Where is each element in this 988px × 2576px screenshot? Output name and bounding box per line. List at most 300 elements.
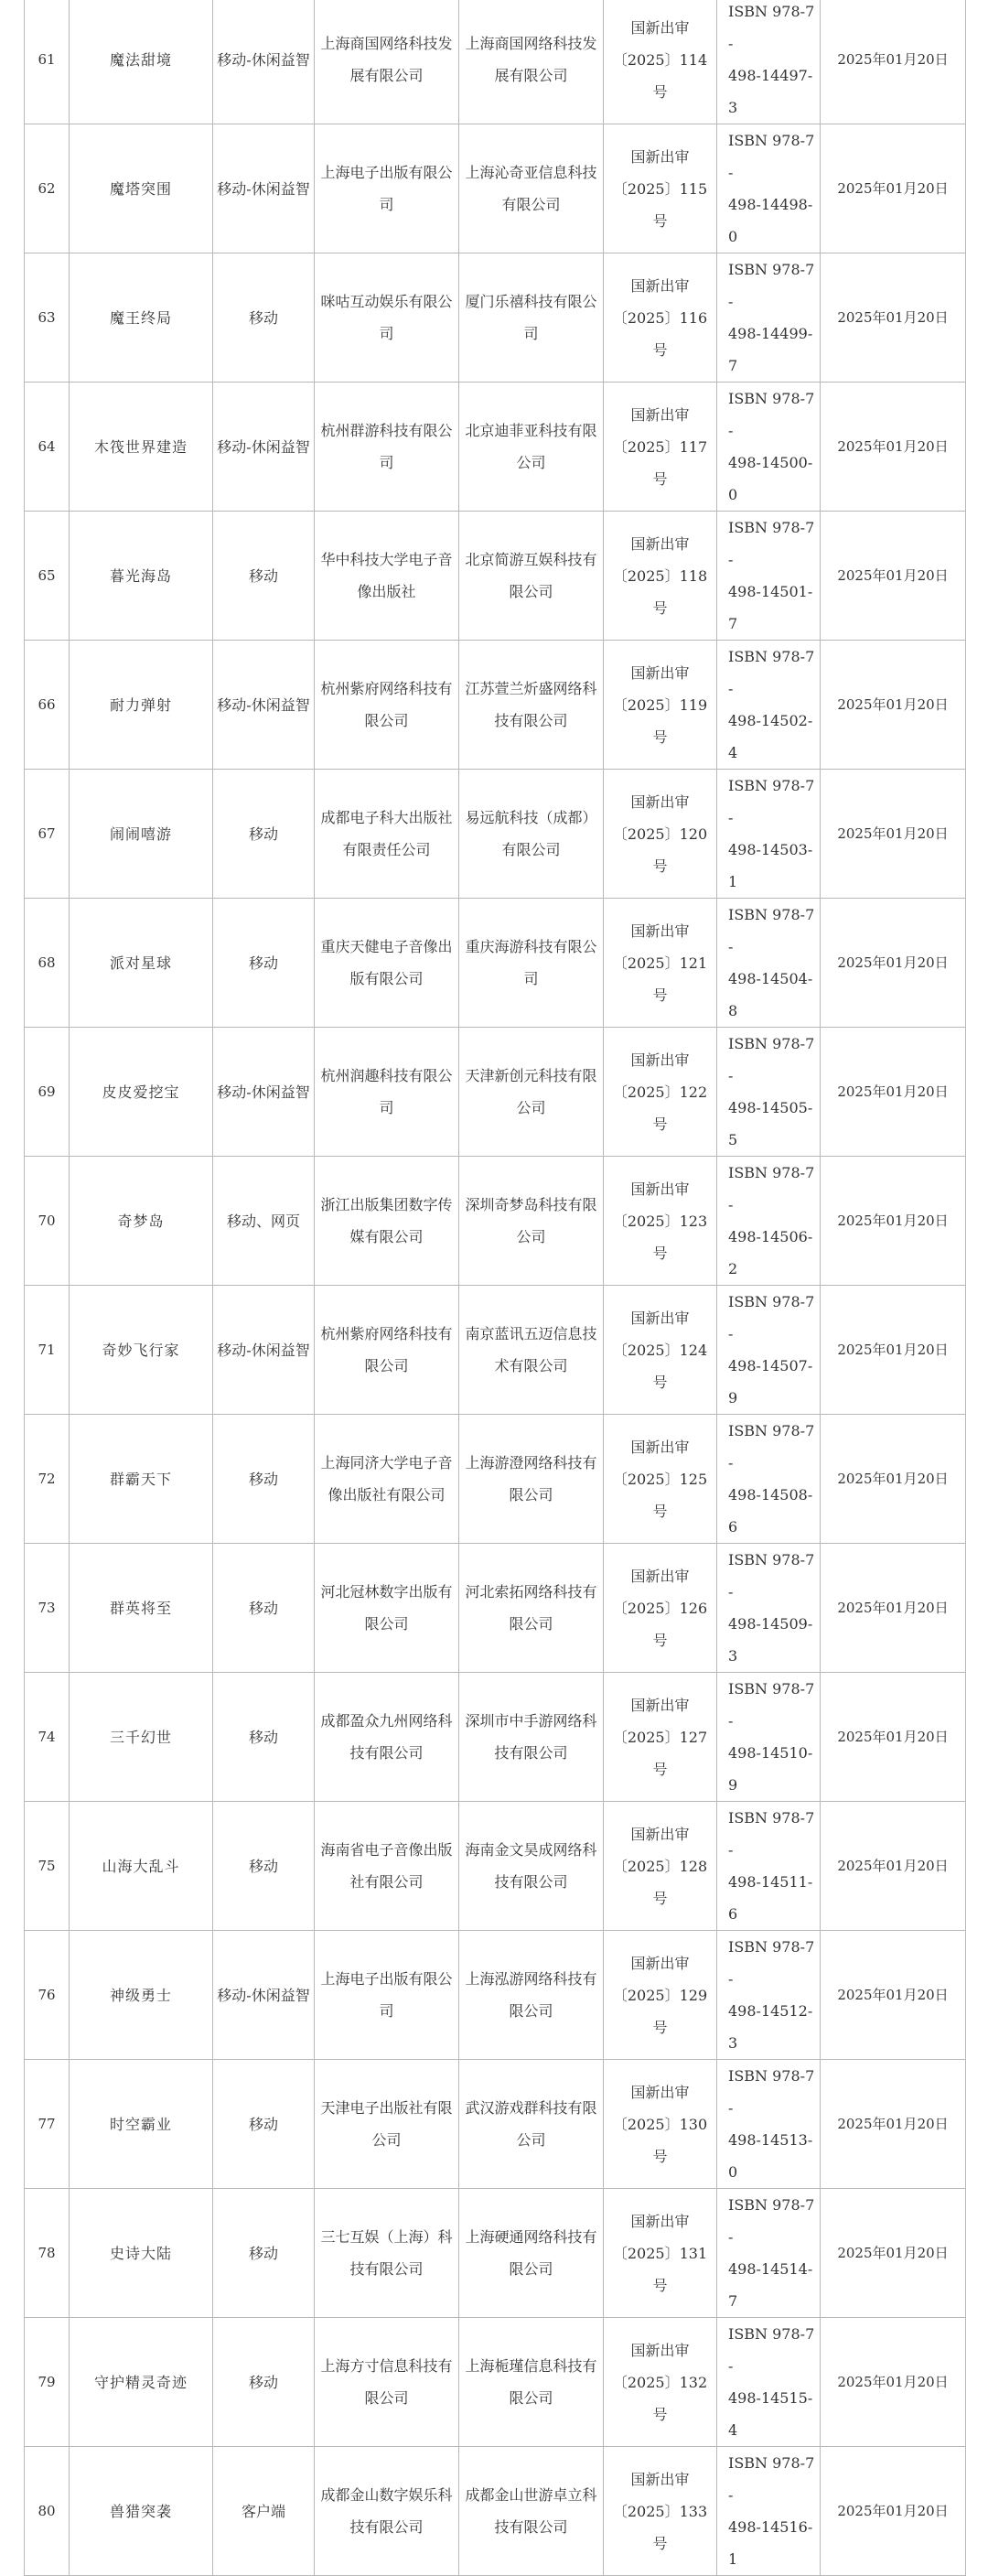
isbn-line-1: ISBN 978-7-: [728, 1293, 815, 1342]
approval-number-line-2: 〔2025〕120号: [612, 825, 708, 875]
game-name-cell: [70, 383, 213, 512]
approval-number-cell: [604, 899, 717, 1028]
table-row: [25, 253, 966, 383]
publisher-text: 杭州紫府网络科技有限公司: [320, 1325, 453, 1374]
platform-text: 移动: [248, 1599, 278, 1617]
publisher-cell: [315, 253, 459, 383]
approval-number-cell: [604, 1157, 717, 1286]
row-number-text: 77: [38, 2115, 56, 2132]
table-row: [25, 1802, 966, 1931]
platform-text: 移动: [248, 954, 278, 972]
platform-cell: [213, 383, 315, 512]
game-name-text: 魔法甜境: [109, 50, 172, 69]
game-name-text: 派对星球: [109, 954, 172, 972]
operator-cell: [459, 899, 604, 1028]
operator-cell: [459, 1673, 604, 1802]
approval-date-text: 2025年01月20日: [837, 1728, 949, 1745]
approval-number-line-1: 国新出审: [630, 1309, 690, 1327]
operator-text: 南京蓝讯五迈信息技术有限公司: [465, 1325, 597, 1374]
approval-number-line-2: 〔2025〕132号: [612, 2373, 708, 2423]
row-number-cell: [25, 1415, 70, 1544]
operator-cell: [459, 0, 604, 124]
game-name-cell: [70, 253, 213, 383]
isbn-line-2: 498-14516-1: [728, 2518, 813, 2568]
approval-number-line-2: 〔2025〕127号: [612, 1728, 708, 1778]
game-name-text: 皮皮爱挖宝: [102, 1083, 180, 1101]
row-number-text: 62: [38, 179, 56, 197]
game-name-text: 魔王终局: [109, 308, 172, 327]
isbn-line-1: ISBN 978-7-: [728, 132, 815, 181]
publisher-text: 成都电子科大出版社有限责任公司: [320, 809, 453, 858]
isbn-line-2: 498-14502-4: [728, 712, 813, 761]
operator-text: 上海沁奇亚信息科技有限公司: [465, 164, 597, 213]
approval-date-text: 2025年01月20日: [837, 1470, 949, 1487]
row-number-cell: [25, 641, 70, 770]
approval-date-text: 2025年01月20日: [837, 308, 949, 326]
isbn-line-2: 498-14508-6: [728, 1486, 813, 1536]
approval-number-line-1: 国新出审: [630, 2083, 690, 2101]
row-number-cell: [25, 512, 70, 641]
approval-number-line-2: 〔2025〕114号: [612, 50, 708, 101]
game-name-text: 山海大乱斗: [102, 1857, 180, 1875]
row-number-cell: [25, 1286, 70, 1415]
isbn-line-1: ISBN 978-7-: [728, 2325, 815, 2375]
platform-cell: [213, 0, 315, 124]
approval-number-cell: [604, 383, 717, 512]
operator-cell: [459, 253, 604, 383]
publisher-cell: [315, 2318, 459, 2447]
table-row: [25, 1544, 966, 1673]
isbn-cell: [717, 1544, 821, 1673]
row-number-cell: [25, 253, 70, 383]
platform-text: 移动: [248, 2373, 278, 2391]
platform-cell: [213, 1028, 315, 1157]
approval-date-cell: [821, 124, 966, 253]
platform-cell: [213, 1157, 315, 1286]
publisher-cell: [315, 1673, 459, 1802]
approval-number-line-2: 〔2025〕125号: [612, 1470, 708, 1520]
approval-date-text: 2025年01月20日: [837, 695, 949, 713]
approval-date-text: 2025年01月20日: [837, 1599, 949, 1616]
publisher-cell: [315, 1415, 459, 1544]
approval-number-cell: [604, 1415, 717, 1544]
row-number-cell: [25, 2189, 70, 2318]
publisher-cell: [315, 1544, 459, 1673]
game-name-text: 奇梦岛: [117, 1212, 165, 1230]
isbn-cell: [717, 2318, 821, 2447]
operator-cell: [459, 1157, 604, 1286]
approval-number-line-1: 国新出审: [630, 147, 690, 166]
operator-text: 北京迪菲亚科技有限公司: [465, 422, 597, 471]
operator-text: 成都金山世游卓立科技有限公司: [465, 2486, 597, 2536]
row-number-cell: [25, 124, 70, 253]
isbn-line-2: 498-14507-9: [728, 1357, 813, 1407]
isbn-line-1: ISBN 978-7-: [728, 2067, 815, 2117]
publisher-text: 浙江出版集团数字传媒有限公司: [320, 1196, 453, 1245]
publisher-cell: [315, 1286, 459, 1415]
table-row: [25, 899, 966, 1028]
isbn-line-2: 498-14503-1: [728, 841, 813, 890]
publisher-text: 成都盈众九州网络科技有限公司: [320, 1712, 453, 1762]
platform-cell: [213, 2189, 315, 2318]
operator-text: 易远航科技（成都）有限公司: [465, 809, 597, 858]
game-name-text: 兽猎突袭: [109, 2502, 172, 2520]
approval-date-text: 2025年01月20日: [837, 1212, 949, 1229]
isbn-line-2: 498-14504-8: [728, 970, 813, 1019]
publisher-text: 上海电子出版有限公司: [320, 1970, 453, 2020]
game-name-text: 史诗大陆: [109, 2244, 172, 2262]
isbn-line-2: 498-14506-2: [728, 1228, 813, 1277]
game-name-text: 暮光海岛: [109, 566, 172, 585]
row-number-cell: [25, 1673, 70, 1802]
game-approval-table: [24, 0, 966, 2576]
platform-cell: [213, 770, 315, 899]
row-number-cell: [25, 2447, 70, 2576]
approval-number-line-1: 国新出审: [630, 2212, 690, 2230]
operator-cell: [459, 1802, 604, 1931]
operator-text: 武汉游戏群科技有限公司: [465, 2099, 597, 2149]
platform-text: 移动: [248, 308, 278, 327]
platform-cell: [213, 2447, 315, 2576]
game-name-text: 魔塔突围: [109, 179, 172, 198]
isbn-cell: [717, 512, 821, 641]
approval-date-cell: [821, 1802, 966, 1931]
approval-date-cell: [821, 2189, 966, 2318]
row-number-cell: [25, 2318, 70, 2447]
game-name-cell: [70, 124, 213, 253]
isbn-line-1: ISBN 978-7-: [728, 261, 815, 310]
isbn-line-1: ISBN 978-7-: [728, 777, 815, 826]
approval-number-cell: [604, 512, 717, 641]
approval-number-line-1: 国新出审: [630, 405, 690, 424]
approval-number-line-1: 国新出审: [630, 663, 690, 682]
game-name-cell: [70, 1544, 213, 1673]
row-number-cell: [25, 770, 70, 899]
isbn-line-2: 498-14499-7: [728, 325, 813, 374]
row-number-cell: [25, 1157, 70, 1286]
approval-date-text: 2025年01月20日: [837, 2115, 949, 2132]
game-name-cell: [70, 0, 213, 124]
approval-date-cell: [821, 1286, 966, 1415]
game-name-cell: [70, 641, 213, 770]
approval-date-text: 2025年01月20日: [837, 825, 949, 842]
isbn-line-1: ISBN 978-7-: [728, 1422, 815, 1471]
isbn-line-1: ISBN 978-7-: [728, 1938, 815, 1988]
isbn-cell: [717, 899, 821, 1028]
approval-number-cell: [604, 2060, 717, 2189]
operator-text: 天津新创元科技有限公司: [465, 1067, 597, 1116]
table-row: [25, 1028, 966, 1157]
publisher-text: 成都金山数字娱乐科技有限公司: [320, 2486, 453, 2536]
row-number-text: 67: [38, 825, 56, 842]
table-row: [25, 641, 966, 770]
game-name-text: 神级勇士: [109, 1986, 172, 2004]
isbn-cell: [717, 0, 821, 124]
operator-cell: [459, 641, 604, 770]
approval-date-cell: [821, 2447, 966, 2576]
operator-text: 北京简游互娱科技有限公司: [465, 551, 597, 600]
platform-cell: [213, 1544, 315, 1673]
publisher-cell: [315, 1931, 459, 2060]
isbn-cell: [717, 2060, 821, 2189]
approval-number-line-2: 〔2025〕133号: [612, 2502, 708, 2552]
publisher-text: 三七互娱（上海）科技有限公司: [320, 2228, 453, 2278]
approval-date-cell: [821, 770, 966, 899]
operator-text: 上海泓游网络科技有限公司: [465, 1970, 597, 2020]
platform-cell: [213, 253, 315, 383]
row-number-cell: [25, 899, 70, 1028]
approval-number-cell: [604, 1544, 717, 1673]
approval-date-text: 2025年01月20日: [837, 1857, 949, 1874]
table-row: [25, 383, 966, 512]
isbn-cell: [717, 1415, 821, 1544]
publisher-cell: [315, 383, 459, 512]
operator-cell: [459, 124, 604, 253]
operator-cell: [459, 2189, 604, 2318]
approval-number-line-1: 国新出审: [630, 922, 690, 940]
platform-cell: [213, 2318, 315, 2447]
isbn-cell: [717, 1157, 821, 1286]
isbn-line-1: ISBN 978-7-: [728, 1035, 815, 1084]
approval-number-cell: [604, 2318, 717, 2447]
approval-date-cell: [821, 0, 966, 124]
publisher-cell: [315, 1028, 459, 1157]
isbn-line-1: ISBN 978-7-: [728, 648, 815, 697]
approval-date-text: 2025年01月20日: [837, 179, 949, 197]
approval-date-text: 2025年01月20日: [837, 1986, 949, 2003]
publisher-cell: [315, 1802, 459, 1931]
table-row: [25, 770, 966, 899]
approval-date-cell: [821, 512, 966, 641]
approval-number-cell: [604, 641, 717, 770]
approval-number-line-1: 国新出审: [630, 2470, 690, 2488]
approval-number-line-1: 国新出审: [630, 1051, 690, 1069]
row-number-text: 69: [38, 1083, 56, 1100]
platform-cell: [213, 2060, 315, 2189]
platform-cell: [213, 1802, 315, 1931]
publisher-text: 杭州群游科技有限公司: [320, 422, 453, 471]
approval-number-line-1: 国新出审: [630, 1954, 690, 1972]
operator-cell: [459, 2060, 604, 2189]
table-body: [25, 0, 966, 2576]
isbn-cell: [717, 1931, 821, 2060]
approval-number-line-2: 〔2025〕123号: [612, 1212, 708, 1262]
approval-number-line-2: 〔2025〕130号: [612, 2115, 708, 2165]
platform-text: 移动-休闲益智: [217, 695, 310, 714]
approval-number-cell: [604, 1673, 717, 1802]
row-number-text: 66: [38, 695, 56, 713]
game-name-cell: [70, 2318, 213, 2447]
table-row: [25, 2060, 966, 2189]
publisher-text: 咪咕互动娱乐有限公司: [320, 293, 453, 342]
row-number-cell: [25, 1931, 70, 2060]
approval-date-cell: [821, 1415, 966, 1544]
isbn-cell: [717, 2189, 821, 2318]
approval-number-line-2: 〔2025〕126号: [612, 1599, 708, 1649]
row-number-cell: [25, 2060, 70, 2189]
approval-date-cell: [821, 253, 966, 383]
isbn-line-1: ISBN 978-7-: [728, 906, 815, 955]
row-number-text: 63: [38, 308, 56, 326]
approval-number-line-2: 〔2025〕124号: [612, 1341, 708, 1391]
isbn-cell: [717, 770, 821, 899]
table-row: [25, 512, 966, 641]
approval-date-cell: [821, 383, 966, 512]
game-name-cell: [70, 1802, 213, 1931]
operator-text: 海南金文昊成网络科技有限公司: [465, 1841, 597, 1891]
isbn-line-1: ISBN 978-7-: [728, 3, 815, 52]
game-name-text: 群霸天下: [109, 1470, 172, 1488]
table-row: [25, 2318, 966, 2447]
game-name-cell: [70, 1673, 213, 1802]
approval-number-line-2: 〔2025〕119号: [612, 695, 708, 746]
platform-cell: [213, 1931, 315, 2060]
isbn-line-2: 498-14498-0: [728, 196, 813, 245]
game-name-cell: [70, 1415, 213, 1544]
isbn-cell: [717, 253, 821, 383]
row-number-text: 70: [38, 1212, 56, 1229]
isbn-line-2: 498-14510-9: [728, 1744, 813, 1794]
row-number-text: 72: [38, 1470, 56, 1487]
approval-date-cell: [821, 1028, 966, 1157]
operator-text: 上海栀瑾信息科技有限公司: [465, 2357, 597, 2407]
game-name-cell: [70, 1286, 213, 1415]
table-row: [25, 1157, 966, 1286]
approval-number-cell: [604, 770, 717, 899]
operator-text: 深圳奇梦岛科技有限公司: [465, 1196, 597, 1245]
platform-text: 移动: [248, 825, 278, 843]
approval-date-cell: [821, 1157, 966, 1286]
isbn-line-2: 498-14515-4: [728, 2389, 813, 2439]
operator-cell: [459, 1931, 604, 2060]
row-number-text: 68: [38, 954, 56, 971]
platform-text: 移动-休闲益智: [217, 1083, 310, 1101]
table-row: [25, 2189, 966, 2318]
operator-cell: [459, 2318, 604, 2447]
game-name-cell: [70, 770, 213, 899]
game-name-text: 奇妙飞行家: [102, 1341, 180, 1359]
operator-text: 河北索拓网络科技有限公司: [465, 1583, 597, 1633]
platform-cell: [213, 124, 315, 253]
isbn-line-2: 498-14500-0: [728, 454, 813, 503]
table-row: [25, 1931, 966, 2060]
publisher-cell: [315, 770, 459, 899]
isbn-line-2: 498-14497-3: [728, 67, 813, 116]
row-number-text: 78: [38, 2244, 56, 2261]
table-row: [25, 1673, 966, 1802]
operator-cell: [459, 770, 604, 899]
game-name-text: 时空霸业: [109, 2115, 172, 2133]
row-number-text: 65: [38, 566, 56, 584]
approval-date-text: 2025年01月20日: [837, 2244, 949, 2261]
operator-cell: [459, 1028, 604, 1157]
operator-cell: [459, 2447, 604, 2576]
publisher-text: 上海同济大学电子音像出版社有限公司: [320, 1454, 453, 1504]
isbn-line-1: ISBN 978-7-: [728, 390, 815, 439]
approval-number-cell: [604, 1028, 717, 1157]
approval-date-text: 2025年01月20日: [837, 50, 949, 68]
platform-text: 移动-休闲益智: [217, 437, 310, 456]
publisher-cell: [315, 899, 459, 1028]
operator-cell: [459, 1415, 604, 1544]
game-name-cell: [70, 1157, 213, 1286]
isbn-cell: [717, 1286, 821, 1415]
publisher-cell: [315, 641, 459, 770]
platform-text: 移动-休闲益智: [217, 1986, 310, 2004]
table-row: [25, 1286, 966, 1415]
approval-number-cell: [604, 2447, 717, 2576]
approval-date-text: 2025年01月20日: [837, 566, 949, 584]
table-row: [25, 0, 966, 124]
isbn-line-1: ISBN 978-7-: [728, 1164, 815, 1213]
approval-number-cell: [604, 1286, 717, 1415]
table-row: [25, 124, 966, 253]
game-name-cell: [70, 899, 213, 1028]
game-name-text: 群英将至: [109, 1599, 172, 1617]
publisher-text: 杭州紫府网络科技有限公司: [320, 680, 453, 729]
approval-number-line-2: 〔2025〕115号: [612, 179, 708, 230]
publisher-cell: [315, 2060, 459, 2189]
row-number-text: 80: [38, 2502, 56, 2519]
approval-date-cell: [821, 641, 966, 770]
row-number-cell: [25, 1028, 70, 1157]
row-number-cell: [25, 1544, 70, 1673]
approval-number-line-2: 〔2025〕122号: [612, 1083, 708, 1133]
approval-number-line-1: 国新出审: [630, 1825, 690, 1843]
publisher-cell: [315, 512, 459, 641]
publisher-text: 杭州润趣科技有限公司: [320, 1067, 453, 1116]
publisher-text: 海南省电子音像出版社有限公司: [320, 1841, 453, 1891]
row-number-text: 76: [38, 1986, 56, 2003]
isbn-line-2: 498-14505-5: [728, 1099, 813, 1148]
publisher-text: 上海电子出版有限公司: [320, 164, 453, 213]
game-name-cell: [70, 512, 213, 641]
approval-number-line-1: 国新出审: [630, 18, 690, 37]
publisher-text: 重庆天健电子音像出版有限公司: [320, 938, 453, 987]
publisher-cell: [315, 2447, 459, 2576]
publisher-text: 上海方寸信息科技有限公司: [320, 2357, 453, 2407]
isbn-cell: [717, 641, 821, 770]
row-number-text: 73: [38, 1599, 56, 1616]
isbn-line-1: ISBN 978-7-: [728, 1680, 815, 1730]
approval-number-cell: [604, 2189, 717, 2318]
operator-text: 上海商国网络科技发展有限公司: [465, 35, 597, 84]
isbn-line-1: ISBN 978-7-: [728, 519, 815, 568]
game-name-cell: [70, 1028, 213, 1157]
publisher-text: 华中科技大学电子音像出版社: [320, 551, 453, 600]
publisher-cell: [315, 124, 459, 253]
row-number-text: 79: [38, 2373, 56, 2390]
operator-text: 深圳市中手游网络科技有限公司: [465, 1712, 597, 1762]
platform-text: 移动: [248, 566, 278, 585]
platform-text: 移动: [248, 2115, 278, 2133]
isbn-cell: [717, 383, 821, 512]
platform-cell: [213, 512, 315, 641]
approval-number-line-2: 〔2025〕118号: [612, 566, 708, 617]
approval-date-text: 2025年01月20日: [837, 437, 949, 455]
platform-text: 移动: [248, 2244, 278, 2262]
isbn-line-2: 498-14513-0: [728, 2131, 813, 2181]
publisher-cell: [315, 1157, 459, 1286]
approval-number-cell: [604, 1931, 717, 2060]
platform-cell: [213, 1415, 315, 1544]
table-row: [25, 2447, 966, 2576]
row-number-text: 74: [38, 1728, 56, 1745]
approval-number-line-1: 国新出审: [630, 1180, 690, 1198]
platform-text: 移动: [248, 1857, 278, 1875]
approval-number-line-1: 国新出审: [630, 1438, 690, 1456]
isbn-cell: [717, 1673, 821, 1802]
